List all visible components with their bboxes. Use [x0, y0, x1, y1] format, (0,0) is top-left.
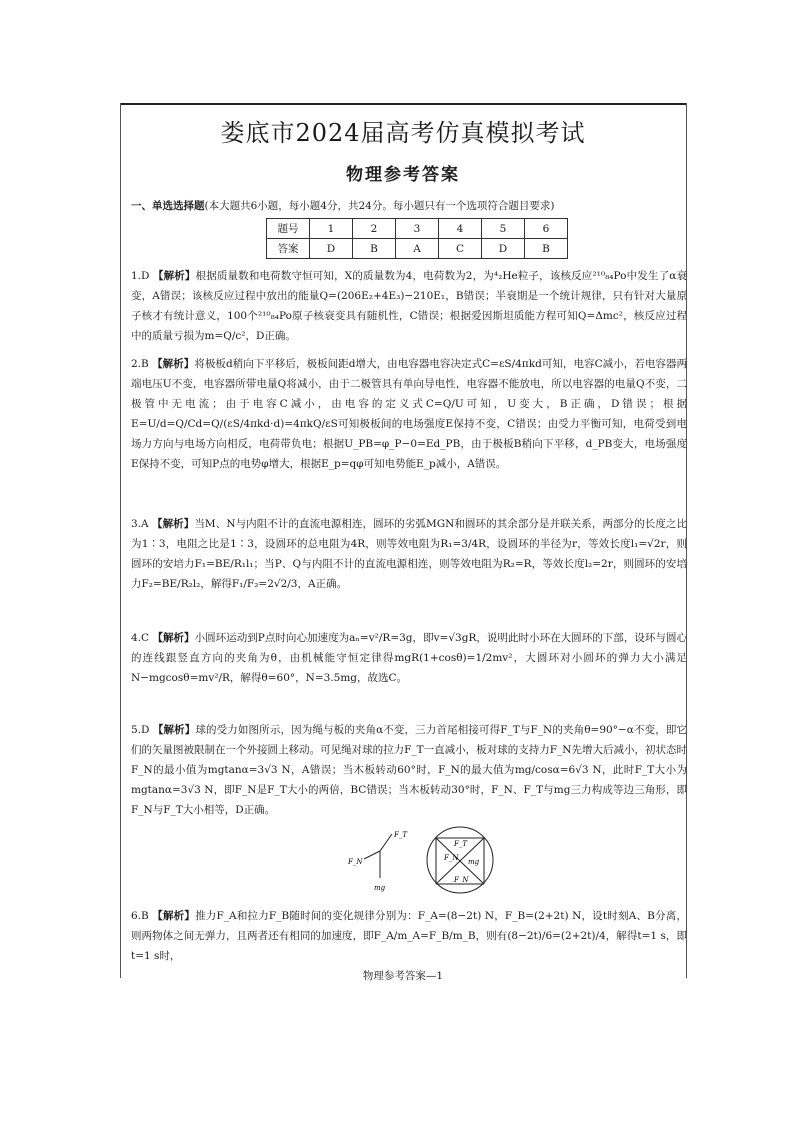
- answer-table-number: 6: [525, 219, 568, 239]
- solution-text: 小圆环运动到P点时向心加速度为aₙ=v²/R=3g，即v=√3gR，说明此时小环在大圆环的下部，设环与圆心的连线跟竖直方向的夹角为θ，由机械能守恒定律得mgR(1+cosθ)=1/2mv²，大圆环对小圆环的弹力大小满足N−mgcosθ=mv²/R，解得θ=60°，N=3.5mg，故选C。: [131, 632, 687, 684]
- solution-2: [131, 354, 687, 474]
- answer-table-number: 1: [310, 219, 353, 239]
- answer-table-answer: B: [353, 239, 396, 259]
- answer-table-answer: A: [396, 239, 439, 259]
- figure-label: F_T: [454, 840, 468, 848]
- solution-tag: 【解析】: [152, 270, 196, 282]
- solution-text: 球的受力如图所示，因为绳与板的夹角α不变，三力首尾相接可得F_T与F_N的夹角θ=90°−α不变，即它们的矢量图被限制在一个外接圆上移动。可见绳对球的拉力F_T一直减小，板对球的支持力F_N先增大后减小，初状态时F_N的最小值为mgtanα=3√3 N，A错误；当木板转动60°时，F_N的最大值为mg/cosα=6√3 N，此时F_T大小为mgtanα=3√3 N，即F_N是F_T大小的两倍，BC错误；当木板转动30°时，F_N、F_T与mg三力构成等边三角形，即F_N与F_T大小相等，D正确。: [131, 724, 688, 816]
- solution-number: 6.B: [131, 910, 149, 922]
- answer-table-number-row: [267, 219, 568, 239]
- figure-label: F_T: [394, 831, 408, 839]
- solution-6: [131, 906, 687, 966]
- solution-tag: 【解析】: [152, 518, 195, 530]
- solution-5: [131, 720, 687, 820]
- solution-tag: 【解析】: [152, 358, 195, 370]
- answer-table-number: 3: [396, 219, 439, 239]
- section-heading-note: (本大题共6小题，每小题4分，共24分。每小题只有一个选项符合题目要求): [204, 200, 555, 212]
- figure-label: F_N: [444, 854, 459, 862]
- solution-tag: 【解析】: [152, 724, 196, 736]
- answer-table: [266, 218, 568, 259]
- answer-table-row-label: 答案: [267, 239, 310, 259]
- answer-table-answer: D: [310, 239, 353, 259]
- solution-number: 2.B: [131, 358, 149, 370]
- section-heading-label: 一、单选选择题: [131, 200, 205, 212]
- solution-number: 5.D: [131, 724, 150, 736]
- solution-number: 1.D: [131, 270, 150, 282]
- answer-table-answer: B: [525, 239, 568, 259]
- answer-table-number: 5: [482, 219, 525, 239]
- answer-table-answer: D: [482, 239, 525, 259]
- solution-number: 4.C: [131, 632, 150, 644]
- figure-label: F_N: [454, 876, 469, 884]
- solution-1: [131, 266, 687, 346]
- solution-tag: 【解析】: [152, 632, 195, 644]
- figure-label: F_N: [348, 858, 363, 866]
- section-heading: [131, 198, 554, 213]
- answer-table-row-label: 题号: [267, 219, 310, 239]
- solution-number: 3.A: [131, 518, 149, 530]
- page-subtitle: 物理参考答案: [346, 165, 460, 185]
- force-diagram: [340, 826, 510, 896]
- page-title: 娄底市2024届高考仿真模拟考试: [220, 119, 586, 147]
- page-footer: 物理参考答案—1: [362, 970, 444, 982]
- answer-table-number: 4: [439, 219, 482, 239]
- frame-top-rule: [120, 103, 686, 105]
- answer-table-answer: C: [439, 239, 482, 259]
- figure-label: mg: [374, 884, 386, 892]
- solution-text: 根据质量数和电荷数守恒可知，X的质量数为4，电荷数为2，为⁴₂He粒子，该核反应²¹⁰₈₄Po中发生了α衰变，A错误；该核反应过程中放出的能量Q=(206E₂+4E₃)−210E₁，B错误；半衰期是一个统计规律，只有针对大量原子核才有统计意义，100个²¹⁰₈₄Po原子核衰变具有随机性，C错误；根据爱因斯坦质能方程可知Q=Δmc²，核反应过程中的质量亏损为m=Q/c²，D正确。: [131, 270, 687, 342]
- solution-text: 将极板d稍向下平移后，极板间距d增大，由电容器电容决定式C=εS/4πkd可知，电容C减小，若电容器两端电压U不变，电容器所带电量Q将减小，由于二极管具有单向导电性，电容器不能放电，所以电容器的电量Q不变，二极管中无电流；由于电容C减小，由电容的定义式C=Q/U可知，U变大，B正确，D错误；根据E=U/d=Q/Cd=Q/(εS/4πkd·d)=4πkQ/εS可知极板间的电场强度E保持不变，C错误；由受力平衡可知，电荷受到电场力方向与电场方向相反，电荷带负电；根据U_PB=φ_P−0=Ed_PB，由于极板B稍向下平移，d_PB变大，电场强度E保持不变，可知P点的电势φ增大，根据E_p=qφ可知电势能E_p减小，A错误。: [131, 358, 687, 470]
- solution-text: 推力F_A和拉力F_B随时间的变化规律分别为：F_A=(8−2t) N，F_B=(2+2t) N，设t时刻A、B分离，则两物体之间无弹力，且两者还有相同的加速度，即F_A/m_A=F_B/m_B，则有(8−2t)/6=(2+2t)/4，解得t=1 s，即t=1 s时，: [131, 910, 688, 962]
- solution-text: 当M、N与内阻不计的直流电源相连，圆环的劣弧MGN和圆环的其余部分是并联关系，两部分的长度之比为1∶3，电阻之比是1∶3，设圆环的总电阻为4R，则等效电阻为R₁=3/4R，设圆环的半径为r，等效长度l₁=√2r，则圆环的安培力F₁=BE/R₁l₁；当P、Q与内阻不计的直流电源相连，则等效电阻为R₂=R，等效长度l₂=2r，则圆环的安培力F₂=BE/R₂l₂，解得F₁/F₂=2√2/3，A正确。: [131, 518, 688, 590]
- figure-label: mg: [468, 858, 480, 866]
- solution-3: [131, 514, 687, 594]
- frame-left-rule: [120, 103, 121, 978]
- solution-tag: 【解析】: [152, 910, 196, 922]
- solution-4: [131, 628, 687, 688]
- answer-table-answer-row: [267, 239, 568, 259]
- answer-table-number: 2: [353, 219, 396, 239]
